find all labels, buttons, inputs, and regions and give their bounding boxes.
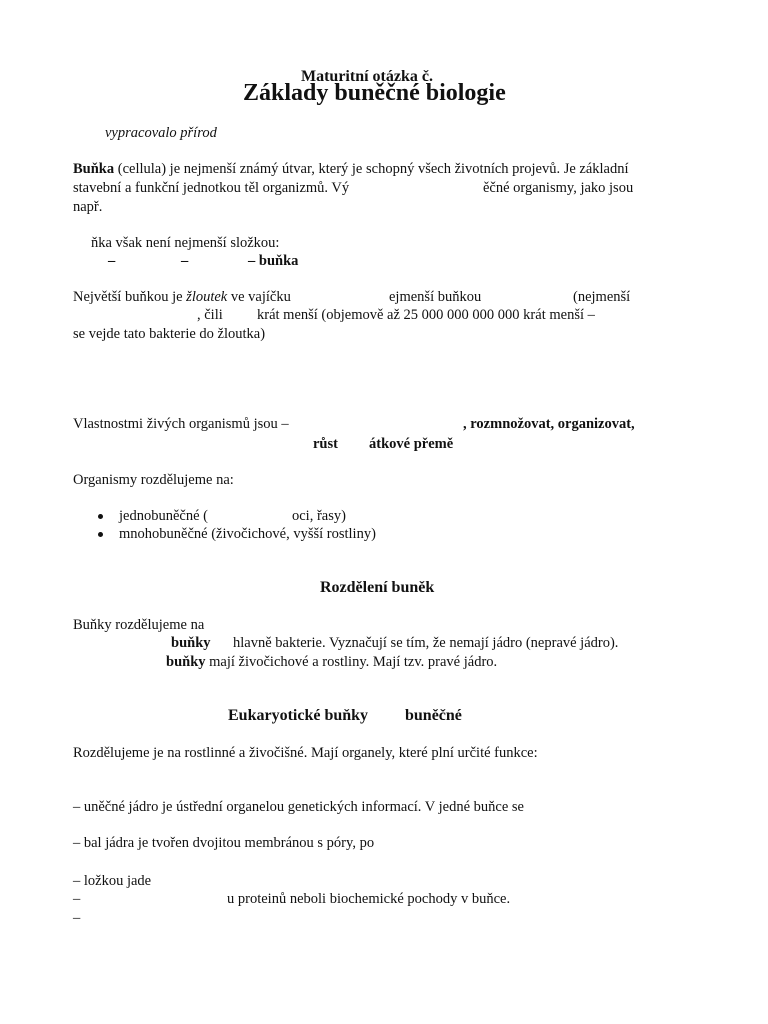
section-heading-eukaryotic-a: Eukaryotické buňky (228, 707, 369, 724)
largest-line-1c: (nejmenší (573, 289, 631, 305)
organelle-item-2: – bal jádra je tvořen dvojitou membránou s póry, po (73, 835, 375, 851)
properties-line-2a: růst (313, 436, 338, 452)
largest-post: ve vajíčku (227, 289, 291, 305)
largest-line-2b: krát menší (objemově až 25 000 000 000 000 krát menší – (257, 307, 595, 323)
bullet-icon (98, 532, 103, 537)
properties-line-1a: Vlastnostmi živých organismů jsou – (73, 416, 289, 432)
intro-line-1 (73, 161, 629, 178)
organisms-item-2: mnohobuněčné (živočichové, vyšší rostliny) (119, 526, 376, 542)
organisms-intro: Organismy rozdělujeme na: (73, 472, 234, 488)
division-line-3-text: mají živočichové a rostliny. Mají tzv. pravé jádro. (205, 654, 498, 670)
properties-line-2b: átkové přemě (369, 436, 454, 452)
organelle-item-3: – ložkou jade (73, 873, 152, 889)
largest-line-1b: ejmenší buňkou (389, 289, 482, 305)
intro-line-1-text: (cellula) je nejmenší známý útvar, který je schopný všech životních projevů. Je základní (114, 161, 629, 177)
smallest-dash-3: – buňka (248, 253, 299, 269)
smallest-dash-2: – (181, 253, 189, 269)
division-line-3 (166, 654, 497, 671)
division-line-2-text: hlavně bakterie. Vyznačují se tím, že nemají jádro (nepravé jádro). (233, 635, 619, 651)
organelle-item-1: – uněčné jádro je ústřední organelou genetických informací. V jedné buňce se (73, 799, 524, 815)
question-header: Maturitní otázka č. (301, 68, 433, 85)
properties-line-1b: , rozmnožovat, organizovat, (463, 416, 635, 432)
organelle-item-4-text: u proteinů neboli biochemické pochody v buňce. (227, 891, 511, 907)
organelle-item-5-dash: – (73, 910, 81, 926)
author-line: vypracovalo přírod (105, 125, 217, 141)
smallest-line-1: ňka však není nejmenší složkou: (91, 235, 280, 251)
division-line-3-bold: buňky (166, 654, 206, 670)
largest-line-2a: , čili (197, 307, 223, 323)
largest-line-1a (73, 289, 291, 306)
largest-line-3: se vejde tato bakterie do žloutka) (73, 326, 266, 342)
bullet-icon (98, 514, 103, 519)
intro-line-2b: ěčné organismy, jako jsou (483, 180, 634, 196)
smallest-dash-1: – (108, 253, 116, 269)
largest-italic: žloutek (186, 289, 228, 305)
intro-term: Buňka (73, 161, 115, 177)
intro-line-2a: stavební a funkční jednotkou těl organizmů. Vý (73, 180, 350, 196)
division-line-2-bold: buňky (171, 635, 211, 651)
organelle-item-4-dash: – (73, 891, 81, 907)
organisms-item-1a: jednobuněčné ( (119, 508, 208, 524)
eukaryotic-intro: Rozdělujeme je na rostlinné a živočišné. Mají organely, které plní určité funkce: (73, 745, 538, 761)
division-intro: Buňky rozdělujeme na (73, 617, 205, 633)
organisms-item-1b: oci, řasy) (292, 508, 346, 524)
section-heading-division: Rozdělení buněk (320, 579, 435, 596)
intro-line-3: např. (73, 199, 103, 215)
page-title: Základy buněčné biologie (243, 80, 506, 106)
largest-pre: Největší buňkou je (73, 289, 187, 305)
section-heading-eukaryotic-b: buněčné (405, 707, 462, 724)
